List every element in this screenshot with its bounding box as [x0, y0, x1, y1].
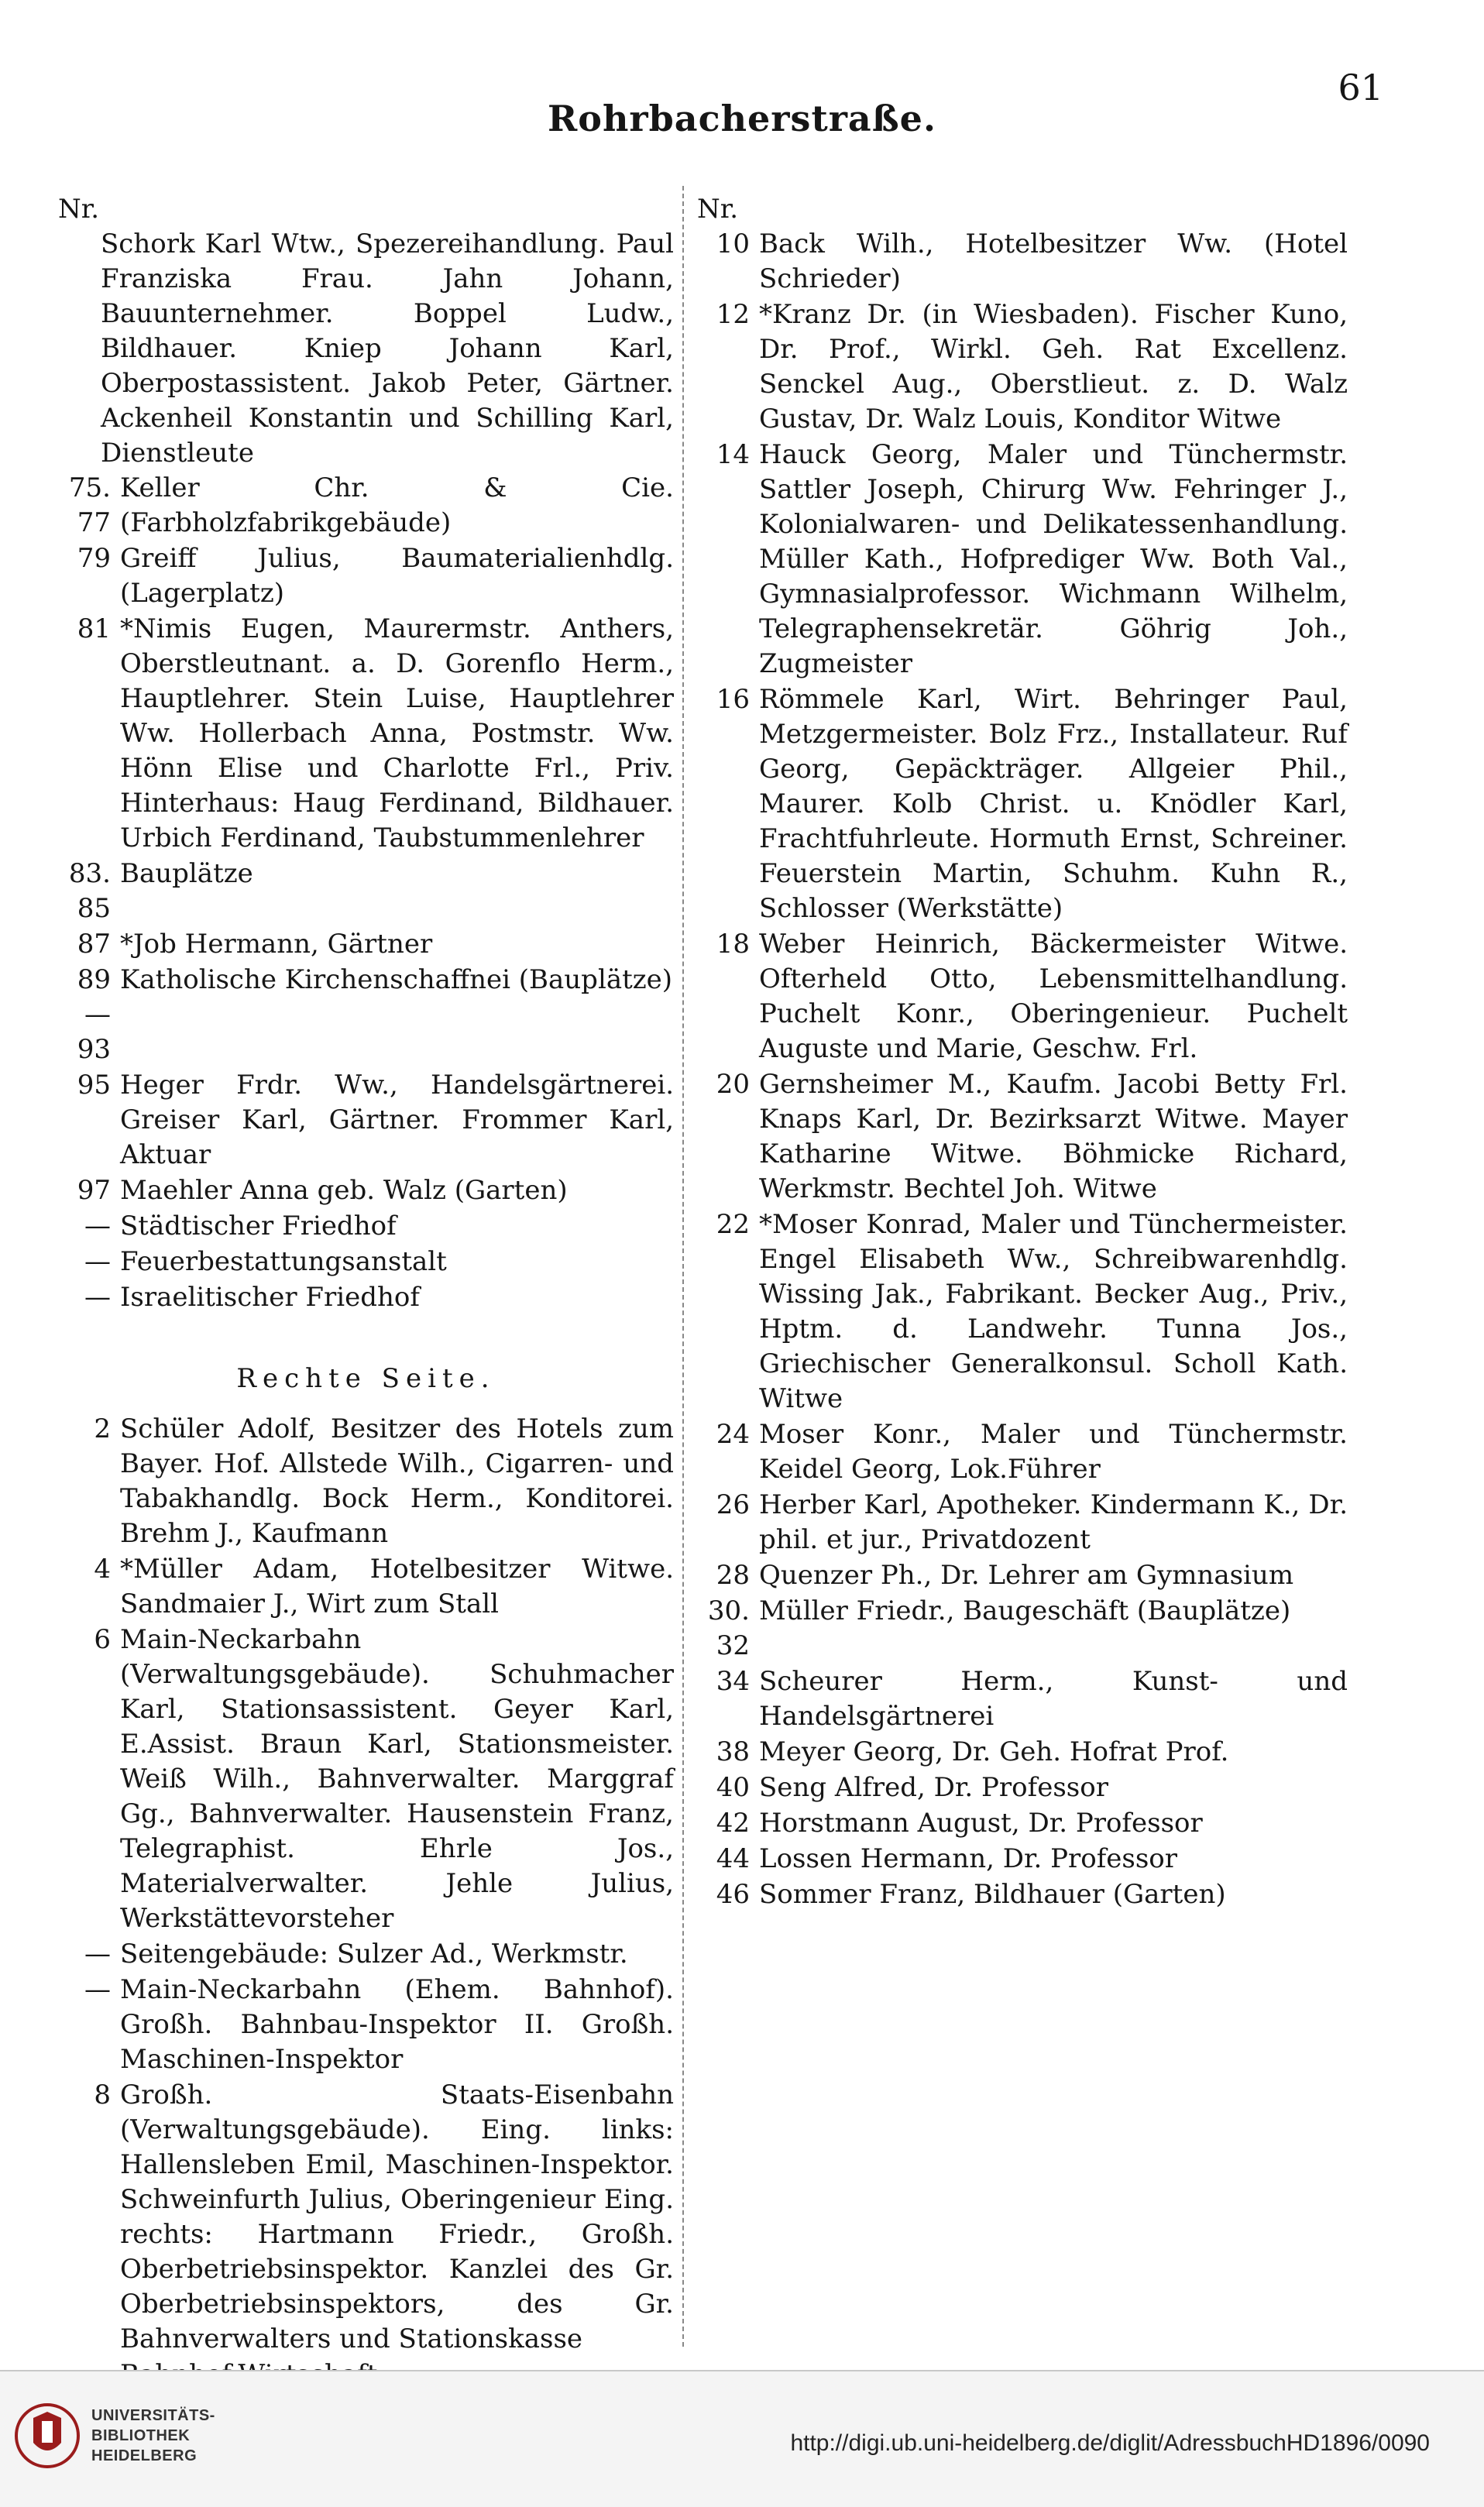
house-number: 40 [716, 1772, 750, 1803]
entry-text: Römmele Karl, Wirt. Behringer Paul, Metzgermeister. Bolz Frz., Installateur. Ruf Georg, Gepäckträger. Allgeier Phil., Maurer. Kolb Christ. u. Knödler Karl, Frachtfuhrleute. Hormuth Ernst, Schreiner. Feuerstein Martin, Schuhm. Kuhn R., Schlosser (Werkstätte) [759, 684, 1348, 924]
house-number: 22 [716, 1209, 750, 1240]
list-item [697, 438, 1348, 682]
list-item [697, 1664, 1348, 1734]
list-item [697, 1806, 1348, 1841]
house-number: 75. 77 [68, 472, 111, 538]
house-number: 89—93 [77, 964, 111, 1065]
entry-text: Meyer Georg, Dr. Geh. Hofrat Prof. [759, 1736, 1229, 1767]
list-item [697, 1488, 1348, 1557]
list-item [58, 1245, 674, 1279]
house-number: 2 [94, 1413, 111, 1444]
entry-text: *Job Hermann, Gärtner [120, 929, 433, 960]
list-item [58, 927, 674, 962]
list-item [58, 1280, 674, 1315]
house-number: 20 [716, 1069, 750, 1100]
right-column [697, 192, 1348, 1913]
street-title: Rohrbacherstraße. [548, 98, 936, 139]
entry-text: Greiff Julius, Baumaterialienhdlg. (Lagerplatz) [120, 543, 674, 609]
list-item [58, 541, 674, 611]
house-number: 42 [716, 1808, 750, 1839]
entry-text: *Nimis Eugen, Maurermstr. Anthers, Oberstleutnant. a. D. Gorenflo Herm., Hauptlehrer. Stein Luise, Hauptlehrer Ww. Hollerbach Anna, Postmstr. Ww. Hönn Elise und Charlotte Frl., Priv. Hinterhaus: Haug Ferdinand, Bildhauer. Urbich Ferdinand, Taubstummenlehrer [120, 613, 674, 853]
left-column [58, 192, 674, 2393]
list-item [697, 297, 1348, 437]
entry-text: Seng Alfred, Dr. Professor [759, 1772, 1108, 1803]
house-number: 87 [77, 929, 111, 960]
entry-text: Bauplätze [120, 858, 253, 889]
house-number: 97 [77, 1175, 111, 1206]
house-number: 12 [716, 299, 750, 330]
house-number: — [84, 1974, 111, 2005]
list-item [697, 1207, 1348, 1417]
entry-text: *Kranz Dr. (in Wiesbaden). Fischer Kuno, Dr. Prof., Wirkl. Geh. Rat Excellenz. Senckel Aug., Oberstlieut. z. D. Walz Gustav, Dr. Walz Louis, Konditor Witwe [759, 299, 1348, 434]
entry-text: Sommer Franz, Bildhauer (Garten) [759, 1879, 1226, 1910]
house-number: 83. 85 [68, 858, 111, 924]
list-item [697, 1417, 1348, 1487]
entry-text: Müller Friedr., Baugeschäft (Bauplätze) [759, 1595, 1291, 1626]
entry-text: Quenzer Ph., Dr. Lehrer am Gymnasium [759, 1560, 1294, 1591]
house-number: — [84, 1246, 111, 1277]
list-item [58, 963, 674, 1067]
entry-text: Israelitischer Friedhof [120, 1282, 420, 1313]
library-name-line2: BIBLIOTHEK [91, 2427, 191, 2444]
column-divider [682, 186, 684, 2347]
entry-text: Main-Neckarbahn (Ehem. Bahnhof). Großh. Bahnbau-Inspektor II. Großh. Maschinen-Inspektor [120, 1974, 674, 2075]
list-item [697, 1770, 1348, 1805]
list-item [697, 682, 1348, 926]
house-number: 16 [716, 684, 750, 715]
list-item [58, 1209, 674, 1244]
house-number: 6 [94, 1624, 111, 1655]
house-number: 28 [716, 1560, 750, 1591]
list-item [697, 1842, 1348, 1877]
house-number: 81 [77, 613, 111, 644]
entry-text: Horstmann August, Dr. Professor [759, 1808, 1203, 1839]
university-library-logo [14, 2402, 81, 2469]
entry-text: Keller Chr. & Cie. (Farbholzfabrikgebäude) [120, 472, 674, 538]
list-item [58, 1552, 674, 1622]
list-item [58, 612, 674, 856]
list-item [58, 1623, 674, 1936]
house-number: 95 [77, 1070, 111, 1101]
source-url-link[interactable]: http://digi.ub.uni-heidelberg.de/diglit/AdressbuchHD1896/0090 [790, 2430, 1430, 2456]
list-item [697, 1067, 1348, 1207]
page-number: 61 [1338, 67, 1383, 108]
library-name-line3: HEIDELBERG [91, 2447, 198, 2464]
list-item [697, 227, 1348, 297]
list-item [697, 1558, 1348, 1593]
list-item [58, 1973, 674, 2077]
list-item [58, 1412, 674, 1551]
entry-text: Seitengebäude: Sulzer Ad., Werkmstr. [120, 1939, 628, 1970]
entry-text: *Moser Konrad, Maler und Tünchermeister. Engel Elisabeth Ww., Schreibwarenhdlg. Wissing Jak., Fabrikant. Becker Aug., Priv., Hptm. d. Landwehr. Tunna Jos., Griechischer Generalkonsul. Scholl Kath. Witwe [759, 1209, 1348, 1414]
entry-text: Großh. Staats-Eisenbahn (Verwaltungsgebäude). Eing. links: Hallensleben Emil, Maschinen-Inspektor. Schweinfurth Julius, Oberingenieur Eing. rechts: Hartmann Friedr., Großh. Oberbetriebsinspektor. Kanzlei des Gr. Oberbetriebsinspektors, des Gr. Bahnverwalters und Stationskasse [120, 2079, 674, 2354]
entry-text: Feuerbestattungsanstalt [120, 1246, 447, 1277]
house-number: — [84, 1211, 111, 1241]
viewer-footer [0, 2370, 1484, 2507]
list-item [58, 2078, 674, 2357]
entry-text: Weber Heinrich, Bäckermeister Witwe. Ofterheld Otto, Lebensmittelhandlung. Puchelt Konr., Oberingenieur. Puchelt Auguste und Marie, Geschw. Frl. [759, 929, 1348, 1064]
entry-text: Back Wilh., Hotelbesitzer Ww. (Hotel Schrieder) [759, 228, 1348, 294]
house-number: 4 [94, 1554, 111, 1585]
house-number: 46 [716, 1879, 750, 1910]
list-item [697, 1877, 1348, 1912]
library-name-line1: UNIVERSITÄTS- [91, 2407, 215, 2424]
house-number: 26 [716, 1489, 750, 1520]
nr-label: Nr. [58, 194, 100, 225]
intro-text: Schork Karl Wtw., Spezereihandlung. Paul Franziska Frau. Jahn Johann, Bauunternehmer. Boppel Ludw., Bildhauer. Kniep Johann Karl, Oberpostassistent. Jakob Peter, Gärtner. Ackenheil Konstantin und Schilling Karl, Dienstleute [101, 228, 674, 469]
entry-text: Scheurer Herm., Kunst- und Handelsgärtnerei [759, 1666, 1348, 1732]
list-item [697, 1594, 1348, 1664]
entry-text: Main-Neckarbahn (Verwaltungsgebäude). Schuhmacher Karl, Stationsassistent. Geyer Karl, E.Assist. Braun Karl, Stationsmeister. Weiß Wilh., Bahnverwalter. Marggraf Gg., Bahnverwalter. Hausenstein Franz, Telegraphist. Ehrle Jos., Materialverwalter. Jehle Julius, Werkstättevorsteher [120, 1624, 674, 1934]
list-item [58, 1937, 674, 1972]
list-item [697, 1735, 1348, 1770]
house-number: 34 [716, 1666, 750, 1697]
entry-text: Schüler Adolf, Besitzer des Hotels zum Bayer. Hof. Allstede Wilh., Cigarren- und Tabakhandlg. Bock Herm., Konditorei. Brehm J., Kaufmann [120, 1413, 674, 1549]
house-number: 24 [716, 1419, 750, 1450]
entry-text: Moser Konr., Maler und Tünchermstr. Keidel Georg, Lok.Führer [759, 1419, 1348, 1485]
house-number: 14 [716, 439, 750, 470]
house-number: 30. 32 [707, 1595, 750, 1661]
entry-text: Heger Frdr. Ww., Handelsgärtnerei. Greiser Karl, Gärtner. Frommer Karl, Aktuar [120, 1070, 674, 1170]
entry-text: Städtischer Friedhof [120, 1211, 397, 1241]
entry-text: *Müller Adam, Hotelbesitzer Witwe. Sandmaier J., Wirt zum Stall [120, 1554, 674, 1619]
house-number: 44 [716, 1843, 750, 1874]
nr-label: Nr. [697, 194, 739, 225]
entry-text: Herber Karl, Apotheker. Kindermann K., Dr. phil. et jur., Privatdozent [759, 1489, 1348, 1555]
entry-text: Hauck Georg, Maler und Tünchermstr. Sattler Joseph, Chirurg Ww. Fehringer J., Kolonialwaren- und Delikatessenhandlung. Müller Kath., Hofprediger Ww. Both Val., Gymnasialprofessor. Wichmann Wilhelm, Telegraphensekretär. Göhrig Joh., Zugmeister [759, 439, 1348, 679]
house-number: 79 [77, 543, 111, 574]
house-number: — [84, 1282, 111, 1313]
list-item [58, 1068, 674, 1173]
entry-text: Gernsheimer M., Kaufm. Jacobi Betty Frl. Knaps Karl, Dr. Bezirksarzt Witwe. Mayer Katharine Witwe. Böhmicke Richard, Werkmstr. Bechtel Joh. Witwe [759, 1069, 1348, 1204]
entry-text: Lossen Hermann, Dr. Professor [759, 1843, 1178, 1874]
list-item [58, 471, 674, 541]
entry-text: Katholische Kirchenschaffnei (Bauplätze) [120, 964, 673, 995]
list-item [697, 927, 1348, 1066]
list-item [58, 1173, 674, 1208]
section-heading: Rechte Seite. [236, 1363, 496, 1394]
house-number: — [84, 1939, 111, 1970]
house-number: 10 [716, 228, 750, 259]
house-number: 38 [716, 1736, 750, 1767]
list-item [58, 857, 674, 926]
entry-text: Maehler Anna geb. Walz (Garten) [120, 1175, 568, 1206]
house-number: 8 [94, 2079, 111, 2110]
house-number: 18 [716, 929, 750, 960]
